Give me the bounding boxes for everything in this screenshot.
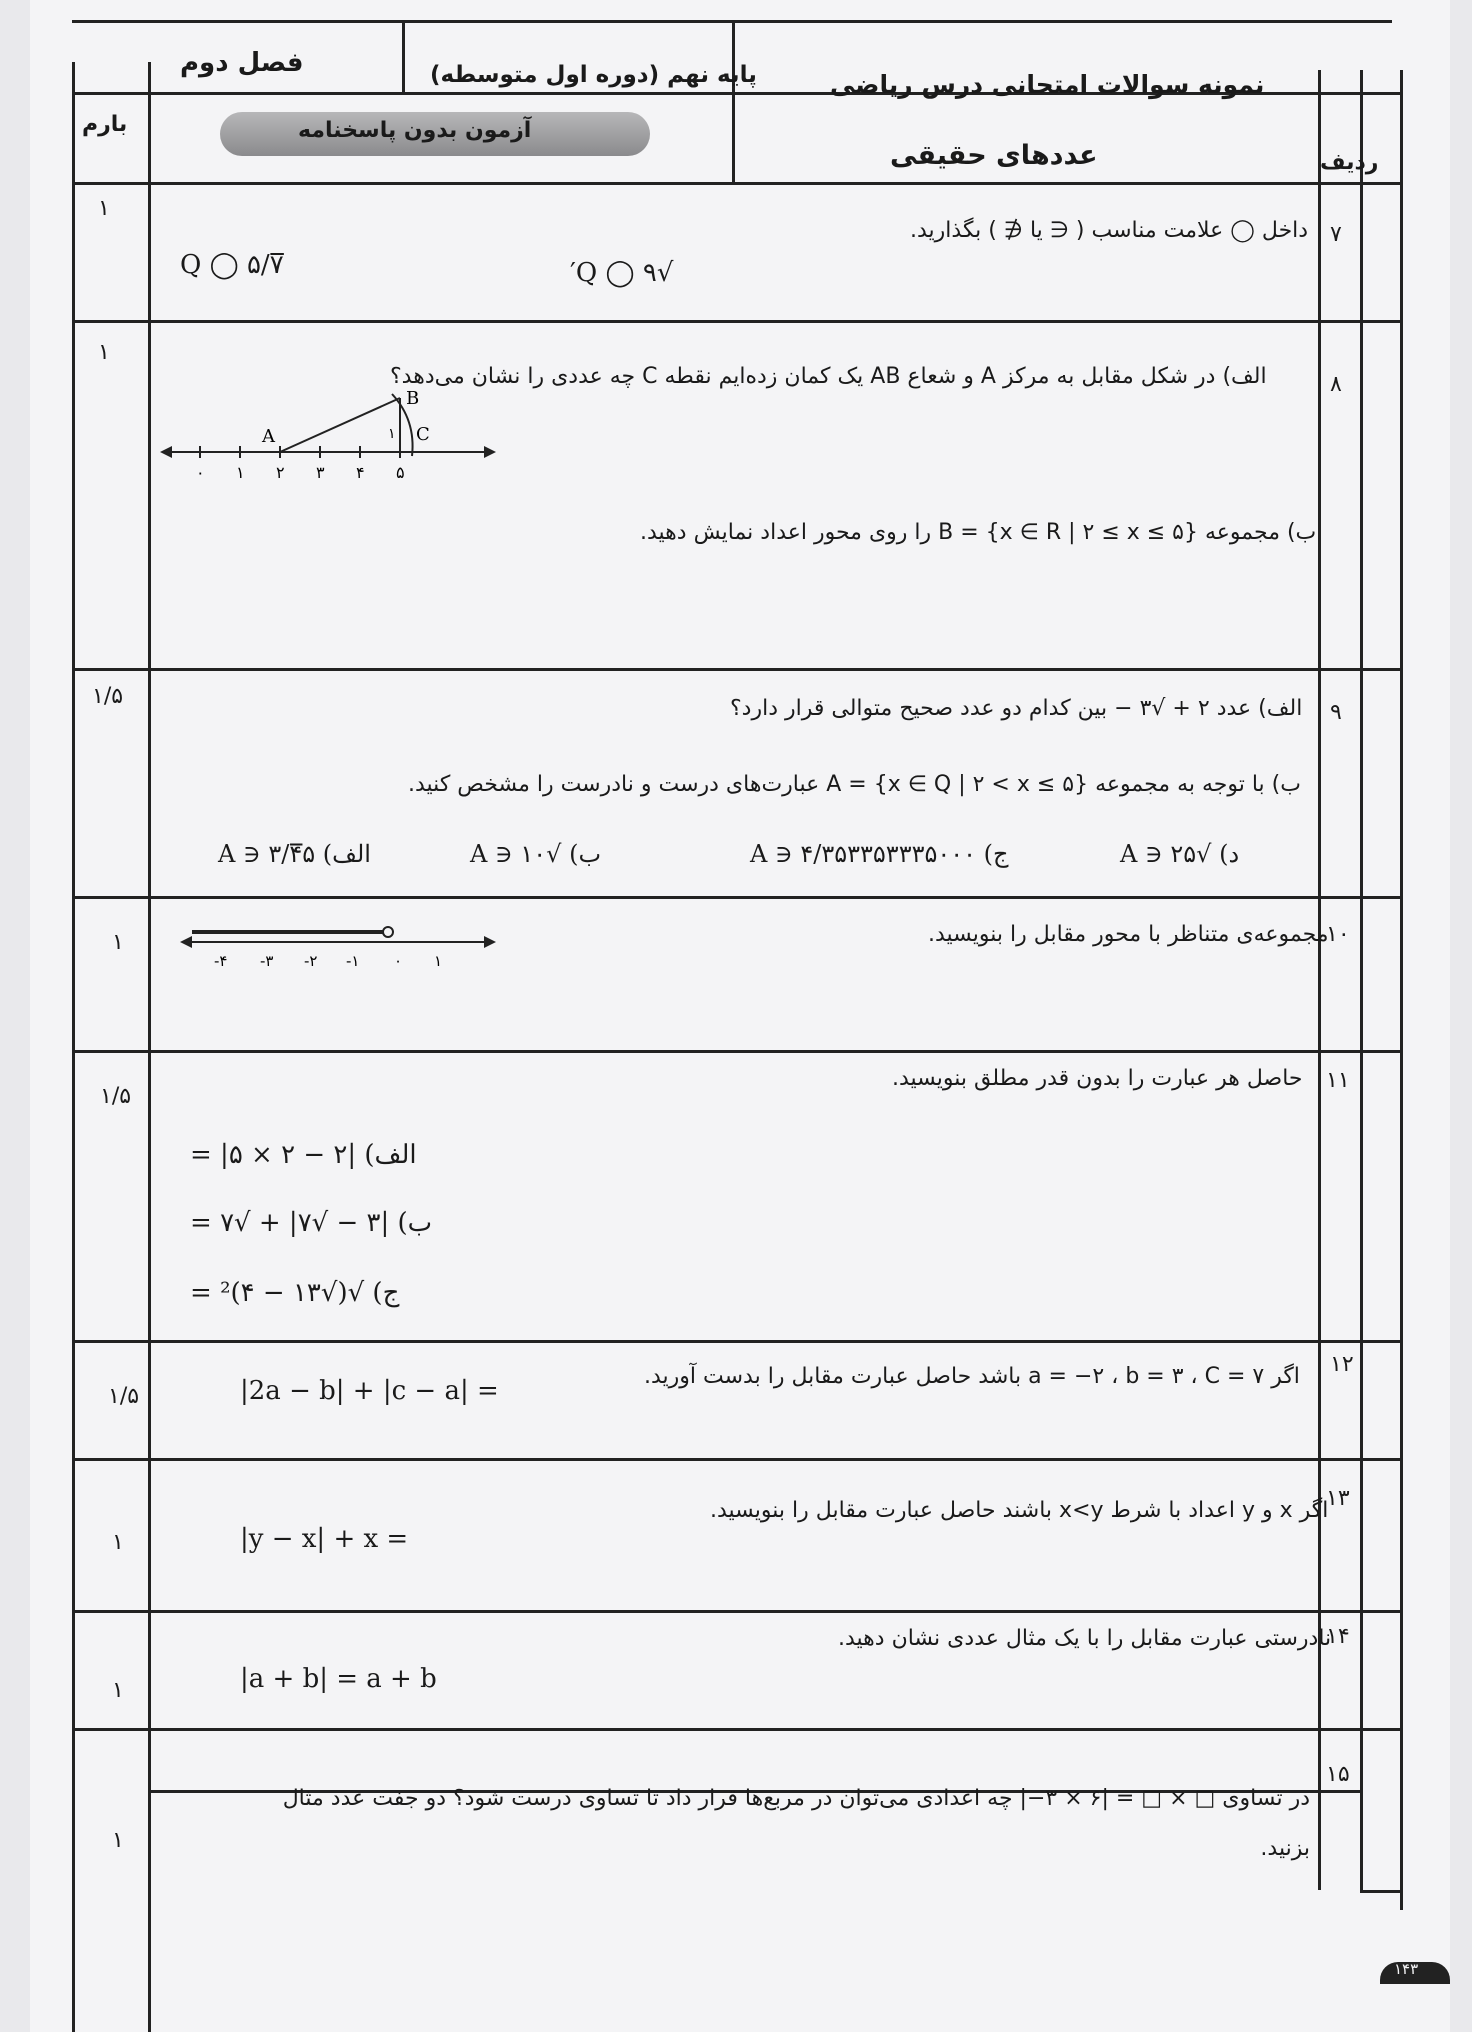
tick-4: ۴: [356, 463, 365, 482]
q13-number: ۱۳: [1326, 1486, 1350, 1511]
topic-label: عددهای حقیقی: [890, 140, 1098, 171]
q9-number: ۹: [1330, 700, 1342, 725]
tick-5: ۵: [396, 463, 405, 482]
axis-arrow-right: [484, 446, 496, 458]
sep-q10: [72, 1050, 1402, 1053]
tick-1: ۱: [434, 952, 443, 970]
label-B: B: [406, 390, 420, 409]
sep-q9: [72, 896, 1402, 899]
axis-arrow-left: [160, 446, 172, 458]
q7-score: ۱: [98, 196, 110, 221]
q10-number: ۱۰: [1326, 922, 1350, 947]
frame-left: [72, 62, 75, 2032]
sep-q12: [72, 1458, 1402, 1461]
tick-m3: -۳: [260, 952, 274, 970]
q13-text: اگر x و y اعداد با شرط x<y باشند حاصل عبارت مقابل را بنویسید.: [710, 1498, 1329, 1523]
exam-title: نمونه سوالات امتحانی درس ریاضی: [830, 70, 1265, 99]
q9-option-c: ج) ۴/۳۵۳۳۵۳۳۳۵۰۰۰ ∈ A: [750, 840, 1009, 868]
q12-text: اگر a = −۲ ، b = ۳ ، C = ۷ باشد حاصل عبارت مقابل را بدست آورید.: [644, 1364, 1300, 1389]
label-A: A: [262, 426, 275, 447]
q15-number: ۱۵: [1326, 1762, 1350, 1787]
hdr-div2: [732, 20, 735, 182]
q9-score: ۱/۵: [92, 684, 124, 709]
q8-number: ۸: [1330, 372, 1342, 397]
frame-right: [1360, 70, 1363, 1890]
q12-number-visible: ۱۲: [1330, 1352, 1354, 1377]
num-col-line: [1318, 70, 1321, 1890]
row-header: ردیف: [1320, 150, 1379, 175]
q9-part-b: ب) با توجه به مجموعه A = {x ∈ Q | ۲ < x ≤ ۵} عبارت‌های درست و نادرست را مشخص کنید.: [408, 772, 1301, 797]
q8-part-a: الف) در شکل مقابل به مرکز A و شعاع AB یک کمان زده‌ایم نقطه C چه عددی را نشان می‌دهد؟: [390, 364, 1267, 389]
tick-m2: -۲: [304, 952, 318, 970]
q11-part-c: ج) √(√۱۳ − ۴)² =: [190, 1278, 400, 1308]
q11-score: ۱/۵: [100, 1084, 132, 1109]
exam-sheet: [30, 0, 1450, 2032]
score-col-line: [148, 62, 151, 2032]
q11-text: حاصل هر عبارت را بدون قدر مطلق بنویسید.: [892, 1066, 1303, 1091]
q14-text: نادرستی عبارت مقابل را با یک مثال عددی نشان دهید.: [838, 1626, 1332, 1651]
frame-right-outer: [1400, 70, 1403, 1910]
tick-m1: -۱: [346, 952, 360, 970]
label-C: C: [416, 424, 430, 445]
q14-expr: |a + b| = a + b: [240, 1664, 437, 1694]
q9-option-a: الف) ۳/۴̅۵ ∈ A: [218, 840, 371, 868]
q14-number: ۱۴: [1326, 1624, 1350, 1649]
score-header: بارم: [82, 112, 128, 137]
q10-score: ۱: [112, 930, 124, 955]
q7-expr2: √۹ ◯ Q′: [570, 258, 674, 288]
q15-text: در تساوی □ × □ = |۶ × ۳−| چه اعدادی می‌توان در مربع‌ها قرار داد تا تساوی درست شود؟ دو جفت عدد مثال بزنید.: [282, 1786, 1310, 1861]
sep-q13: [72, 1610, 1402, 1613]
hdr-div1: [402, 20, 405, 92]
q11-part-a: الف) |۲ − ۲ × ۵| =: [190, 1140, 417, 1170]
q7-text: داخل ◯ علامت مناسب ( ∈ یا ∉ ) بگذارید.: [910, 218, 1309, 243]
open-endpoint: [383, 927, 393, 937]
q7-number: ۷: [1330, 222, 1342, 247]
tick-3: ۳: [316, 463, 325, 482]
q11-part-b: ب) |۳ − √۷| + √۷ =: [190, 1208, 433, 1238]
q7-expr1: ۵/۷̅ ◯ Q: [180, 250, 284, 280]
axis-arrow-left: [180, 936, 192, 948]
q14-score: ۱: [112, 1678, 124, 1703]
grade-label: پایه نهم (دوره اول متوسطه): [430, 62, 757, 88]
tick-1: ۱: [236, 463, 245, 482]
tick-2: ۲: [276, 463, 285, 482]
q11-number: ۱۱: [1326, 1068, 1350, 1093]
q13-expr: |y − x| + x =: [240, 1524, 409, 1554]
tick-0: ۰: [394, 952, 403, 970]
sep-bottom: [1360, 1890, 1400, 1893]
sep-q8: [72, 668, 1402, 671]
label-one: ۱: [388, 426, 396, 442]
header-bottom: [72, 182, 1402, 185]
q9-option-d: د) √۲۵ ∈ A: [1120, 840, 1240, 868]
q15-score: ۱: [112, 1828, 124, 1853]
page-number: ۱۴۳: [1394, 1960, 1419, 1978]
q9-option-b: ب) √۱۰ ∈ A: [470, 840, 602, 868]
q8-part-b: ب) مجموعه B = {x ∈ R | ۲ ≤ x ≤ ۵} را روی محور اعداد نمایش دهید.: [640, 520, 1317, 545]
q8-number-line-figure: [160, 390, 500, 500]
q8-score: ۱: [98, 340, 110, 365]
segment-AB: [280, 398, 400, 452]
sep-q11: [72, 1340, 1402, 1343]
q13-score: ۱: [112, 1530, 124, 1555]
tick-0: ۰: [196, 463, 205, 482]
axis-arrow-right: [484, 936, 496, 948]
no-answer-label: آزمون بدون پاسخنامه: [298, 118, 532, 143]
sep-q14: [72, 1728, 1402, 1731]
q10-text: مجموعه‌ی متناظر با محور مقابل را بنویسید.: [928, 922, 1329, 947]
tick-m4: -۴: [214, 952, 228, 970]
sep-q7: [72, 320, 1402, 323]
q10-number-line: [180, 916, 510, 976]
chapter-label: فصل دوم: [180, 48, 304, 78]
q12-score: ۱/۵: [108, 1384, 140, 1409]
q12-expr: |2a − b| + |c − a| =: [240, 1376, 499, 1406]
q9-part-a: الف) عدد ۲ + √۳ − بین کدام دو عدد صحیح متوالی قرار دارد؟: [730, 696, 1303, 721]
